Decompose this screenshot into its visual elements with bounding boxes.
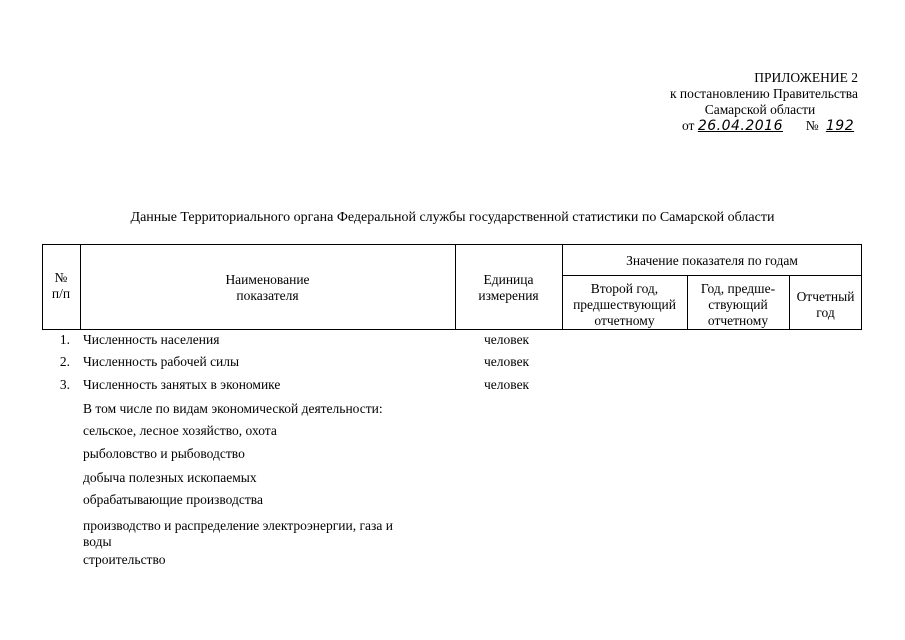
header-name: Наименование показателя (225, 272, 310, 303)
row-unit: человек (484, 354, 530, 369)
header-report-year: Отчетный год (796, 289, 855, 320)
table-row: сельское, лесное хозяйство, охота (83, 423, 277, 438)
appendix-from-label: от (681, 118, 695, 133)
row-unit: человек (484, 332, 530, 347)
divider (562, 275, 862, 276)
row-name: Численность рабочей силы (83, 354, 240, 369)
header-num: № п/п (51, 270, 71, 301)
row-num: 1. (59, 332, 70, 347)
document-title: Данные Территориального органа Федеральной службы государственной статистики по Самарской области (130, 210, 775, 225)
appendix-line-region: Самарской области (704, 102, 816, 117)
row-name: Численность занятых в экономике (83, 377, 281, 392)
table-row: воды (83, 534, 112, 549)
row-unit: человек (484, 377, 530, 392)
appendix-date-line (670, 118, 858, 134)
table-row: В том числе по видам экономической деятельности: (83, 401, 383, 416)
row-num: 2. (59, 354, 70, 369)
appendix-date: 26.04.2016 (697, 118, 783, 134)
row-name: Численность населения (83, 332, 220, 347)
table-row: рыболовство и рыбоводство (83, 446, 245, 461)
appendix-block (670, 70, 858, 134)
table-row: производство и распределение электроэнергии, газа и (83, 518, 393, 533)
header-prev-year: Год, предше- ствующий отчетному (700, 281, 776, 328)
table-row: строительство (83, 552, 166, 567)
table-row: обрабатывающие производства (83, 492, 263, 507)
appendix-title: ПРИЛОЖЕНИЕ 2 (754, 70, 858, 85)
row-num: 3. (59, 377, 70, 392)
appendix-number: 192 (825, 118, 855, 134)
header-values-group: Значение показателя по годам (626, 253, 798, 268)
appendix-number-label: № (805, 118, 819, 133)
appendix-line-decree: к постановлению Правительства (669, 86, 858, 101)
header-second-year: Второй год, предшествующий отчетному (573, 281, 676, 328)
header-unit: Единица измерения (478, 272, 539, 303)
table-row: добыча полезных ископаемых (83, 470, 257, 485)
